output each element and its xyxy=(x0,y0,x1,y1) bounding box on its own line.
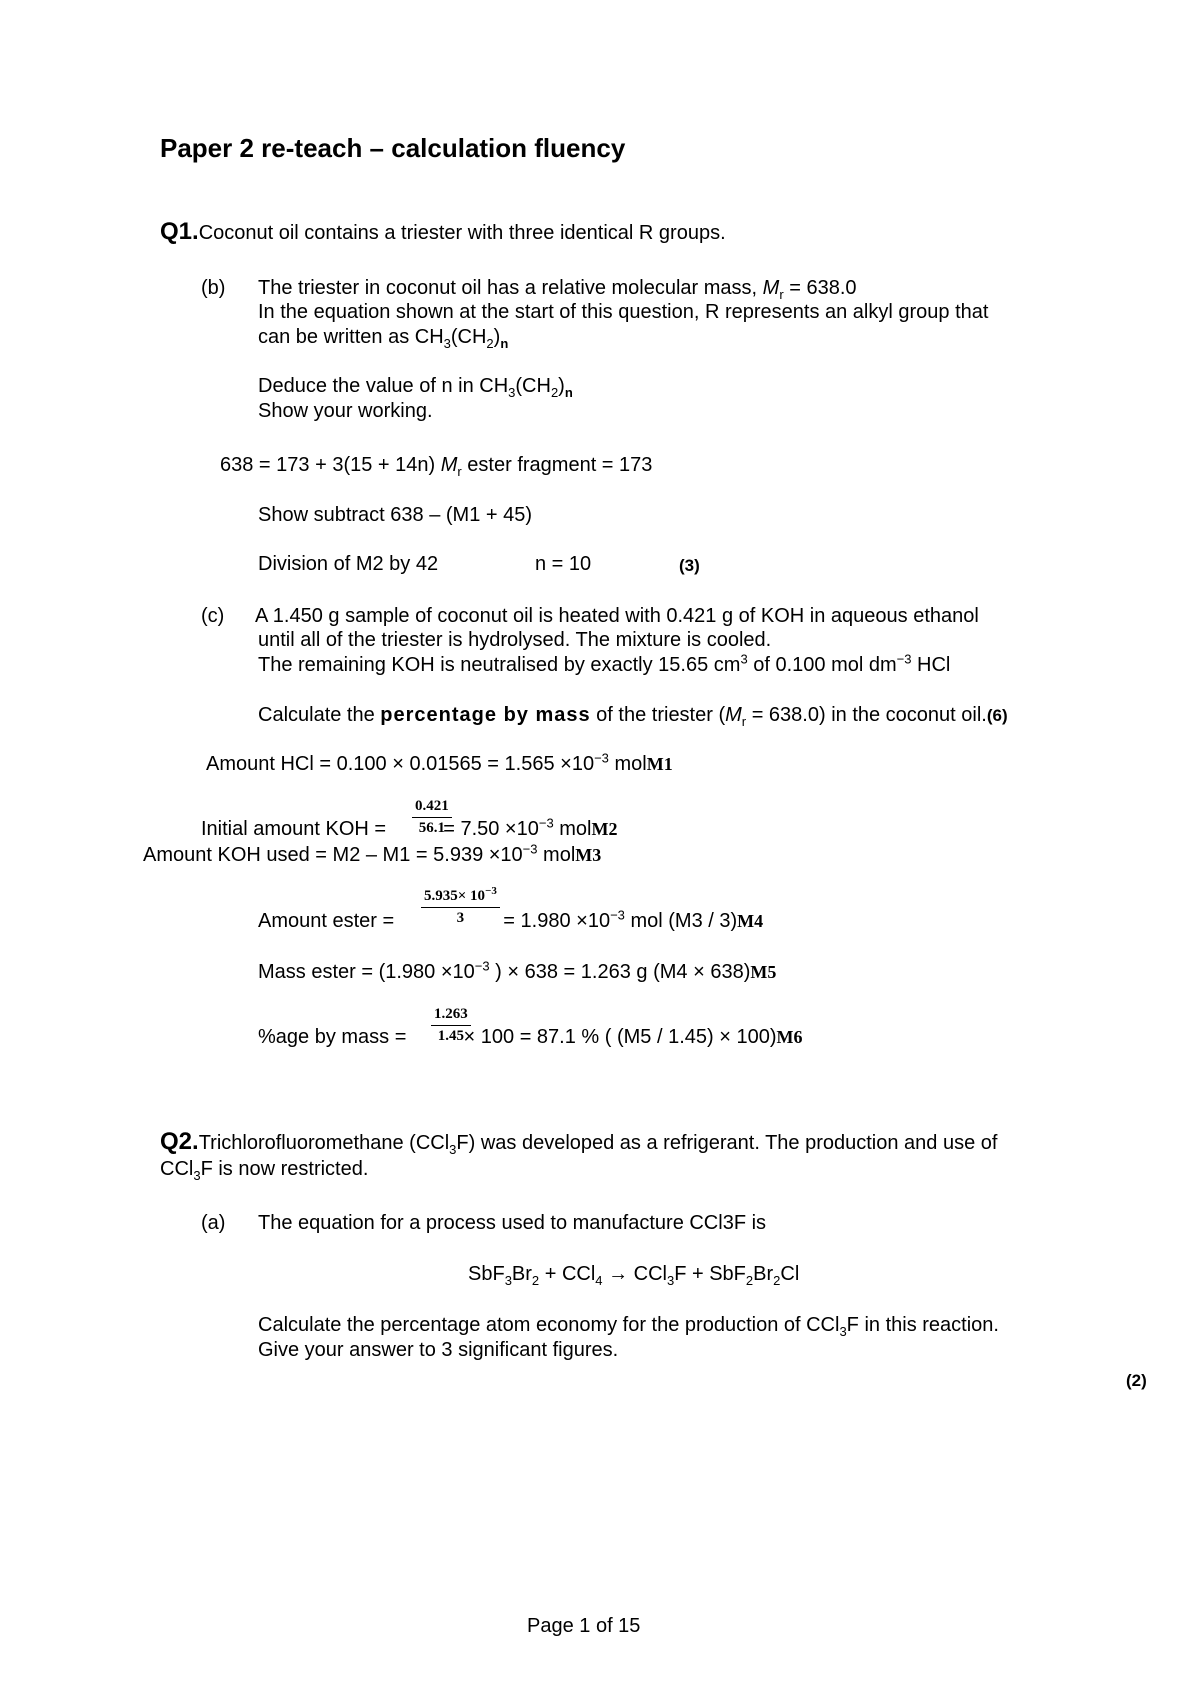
q1b-line1 xyxy=(258,276,857,300)
mr-subscript: r xyxy=(457,464,462,479)
sub-2: 2 xyxy=(486,336,494,351)
sub-3: 3 xyxy=(839,1324,847,1339)
q2-line2-tail: F is now restricted. xyxy=(200,1158,369,1180)
fraction-denominator: 1.45 xyxy=(437,1028,464,1044)
fraction-numerator: 1.263 xyxy=(431,1006,471,1026)
q2a-marks: (2) xyxy=(1126,1371,1147,1390)
sub-3: 3 xyxy=(193,1168,201,1183)
q2-line2 xyxy=(160,1157,368,1181)
q2-intro xyxy=(160,1130,997,1155)
sup-3: 3 xyxy=(740,651,748,667)
sup-neg3: −3 xyxy=(538,815,554,831)
m5-text: Mass ester = (1.980 ×10 xyxy=(258,961,475,983)
mark-m3: M3 xyxy=(575,845,602,865)
q1b-label: (b) xyxy=(201,277,226,299)
sup-neg3: −3 xyxy=(896,651,912,667)
q1c-marks: (6) xyxy=(986,706,1008,725)
q1b-line1-text: The triester in coconut oil has a relative molecular mass, xyxy=(258,277,763,299)
working-m4 xyxy=(258,909,763,933)
m3-text: Amount KOH used = M2 – M1 = 5.939 ×10 xyxy=(143,844,523,866)
sub-n: n xyxy=(500,336,509,351)
q1b-answer-1 xyxy=(220,453,652,477)
fraction-percentage xyxy=(431,1006,471,1045)
q2-number: Q2. xyxy=(160,1128,199,1155)
fraction-ester xyxy=(421,885,500,927)
paren-open: (CH xyxy=(515,375,551,397)
q1b-line1-value: = 638.0 xyxy=(783,277,857,299)
calc-text: Calculate the xyxy=(258,704,381,726)
q1-intro xyxy=(160,220,726,245)
working-m2 xyxy=(201,817,617,841)
calc-mid: of the triester ( xyxy=(590,704,726,726)
paren-close: ) xyxy=(493,326,501,348)
q2a-line1: The equation for a process used to manufacture CCl3F is xyxy=(258,1212,767,1234)
sup-neg3: −3 xyxy=(522,841,538,857)
q1b-answer-3-n: n = 10 xyxy=(535,553,592,575)
mark-m1: M1 xyxy=(646,754,673,774)
mr-subscript: r xyxy=(741,714,747,729)
q1b-line3-text: can be written as CH xyxy=(258,326,444,348)
m4-value: = 1.980 ×10 xyxy=(497,910,611,932)
paren-open: (CH xyxy=(450,326,487,348)
m4-text: Amount ester = xyxy=(258,910,400,932)
q1b-line3 xyxy=(258,325,508,349)
mark-m6: M6 xyxy=(776,1027,803,1047)
page-title: Paper 2 re-teach – calculation fluency xyxy=(160,133,626,163)
q1c-calculate xyxy=(258,703,1008,728)
working-m3 xyxy=(143,843,601,867)
q2a-calc-text: Calculate the percentage atom economy for the production of CCl xyxy=(258,1314,840,1336)
m1-text: Amount HCl = 0.100 × 0.01565 = 1.565 ×10 xyxy=(206,753,595,775)
working-m1 xyxy=(206,752,673,776)
mark-m4: M4 xyxy=(737,911,764,931)
page-footer: Page 1 of 15 xyxy=(527,1615,641,1637)
q1b-deduce xyxy=(258,374,573,398)
q2a-calc-tail: F in this reaction. xyxy=(846,1314,999,1336)
m5-tail: ) × 638 = 1.263 g (M4 × 638) xyxy=(489,961,751,983)
q1c-line1: A 1.450 g sample of coconut oil is heated with 0.421 g of KOH in aqueous ethanol xyxy=(255,605,979,627)
q1c-line2: until all of the triester is hydrolysed. The mixture is cooled. xyxy=(258,629,772,651)
sub-3: 3 xyxy=(443,336,451,351)
calc-bold: percentage by mass xyxy=(380,704,591,726)
answer-1-text: 638 = 173 + 3(15 + 14n) xyxy=(220,454,441,476)
q1-number: Q1. xyxy=(160,218,199,245)
answer-1-tail: ester fragment = 173 xyxy=(461,454,653,476)
q2a-label: (a) xyxy=(201,1212,226,1234)
q1b-show-working: Show your working. xyxy=(258,400,433,422)
q2-intro-text: Trichlorofluoromethane (CCl xyxy=(198,1132,450,1154)
sub-n: n xyxy=(564,385,573,400)
q1c-label: (c) xyxy=(201,605,225,627)
mr-subscript: r xyxy=(779,287,784,302)
m1-unit: mol xyxy=(608,753,647,775)
paren-close: ) xyxy=(558,375,565,397)
q2a-calculate xyxy=(258,1313,999,1337)
fraction-denominator: 3 xyxy=(456,910,465,926)
m2-text: Initial amount KOH = xyxy=(201,818,392,840)
mark-m5: M5 xyxy=(750,962,777,982)
q1c-line3-mid: of 0.100 mol dm xyxy=(747,654,897,676)
mark-m2: M2 xyxy=(591,819,618,839)
fraction-numerator: $5.935\times 10^{-3}$ xyxy=(421,888,500,908)
q1c-line3-tail: HCl xyxy=(911,654,951,676)
q2a-equation: $SbF_3Br_2 + CCl_4 \to CCl_3F + SbF_2Br_2Cl$ xyxy=(468,1263,800,1288)
mr-symbol: M xyxy=(440,454,458,476)
mr-symbol: M xyxy=(725,704,742,726)
m4-tail: mol (M3 / 3) xyxy=(624,910,738,932)
sub-2: 2 xyxy=(550,385,559,400)
q1b-answer-2: Show subtract 638 – (M1 + 45) xyxy=(258,504,533,526)
q1b-answer-3: Division of M2 by 42 xyxy=(258,553,439,575)
sup-neg3: −3 xyxy=(610,907,625,923)
q2-intro-tail: F) was developed as a refrigerant. The production and use of xyxy=(456,1132,998,1154)
fraction-denominator: 56.1 xyxy=(418,820,445,836)
sub-3: 3 xyxy=(508,385,516,400)
sup-neg3: −3 xyxy=(594,750,609,766)
m2-unit: mol xyxy=(553,818,592,840)
q1c-line3-text: The remaining KOH is neutralised by exactly 15.65 cm xyxy=(258,654,741,676)
q2-line2-text: CCl xyxy=(160,1158,194,1180)
q1b-marks: (3) xyxy=(679,556,700,575)
mr-symbol: M xyxy=(762,277,780,299)
m2-value: = 7.50 ×10 xyxy=(437,818,539,840)
q1b-deduce-text: Deduce the value of n in CH xyxy=(258,375,509,397)
fraction-koh xyxy=(412,798,452,837)
m6-text: %age by mass = xyxy=(258,1026,412,1048)
q2a-give-answer: Give your answer to 3 significant figures. xyxy=(258,1339,619,1361)
q1b-line2: In the equation shown at the start of this question, R represents an alkyl group that xyxy=(258,301,989,323)
m6-tail: × 100 = 87.1 % ( (M5 / 1.45) × 100) xyxy=(457,1026,777,1048)
working-m5 xyxy=(258,960,776,984)
calc-tail: = 638.0) in the coconut oil. xyxy=(746,704,987,726)
q1c-line3 xyxy=(258,653,950,677)
m3-unit: mol xyxy=(537,844,576,866)
sup-neg3: −3 xyxy=(474,958,490,974)
sub-3: 3 xyxy=(449,1142,457,1157)
working-m6 xyxy=(258,1025,802,1049)
q1-intro-text: Coconut oil contains a triester with three identical R groups. xyxy=(198,222,726,244)
fraction-numerator: 0.421 xyxy=(412,798,452,818)
